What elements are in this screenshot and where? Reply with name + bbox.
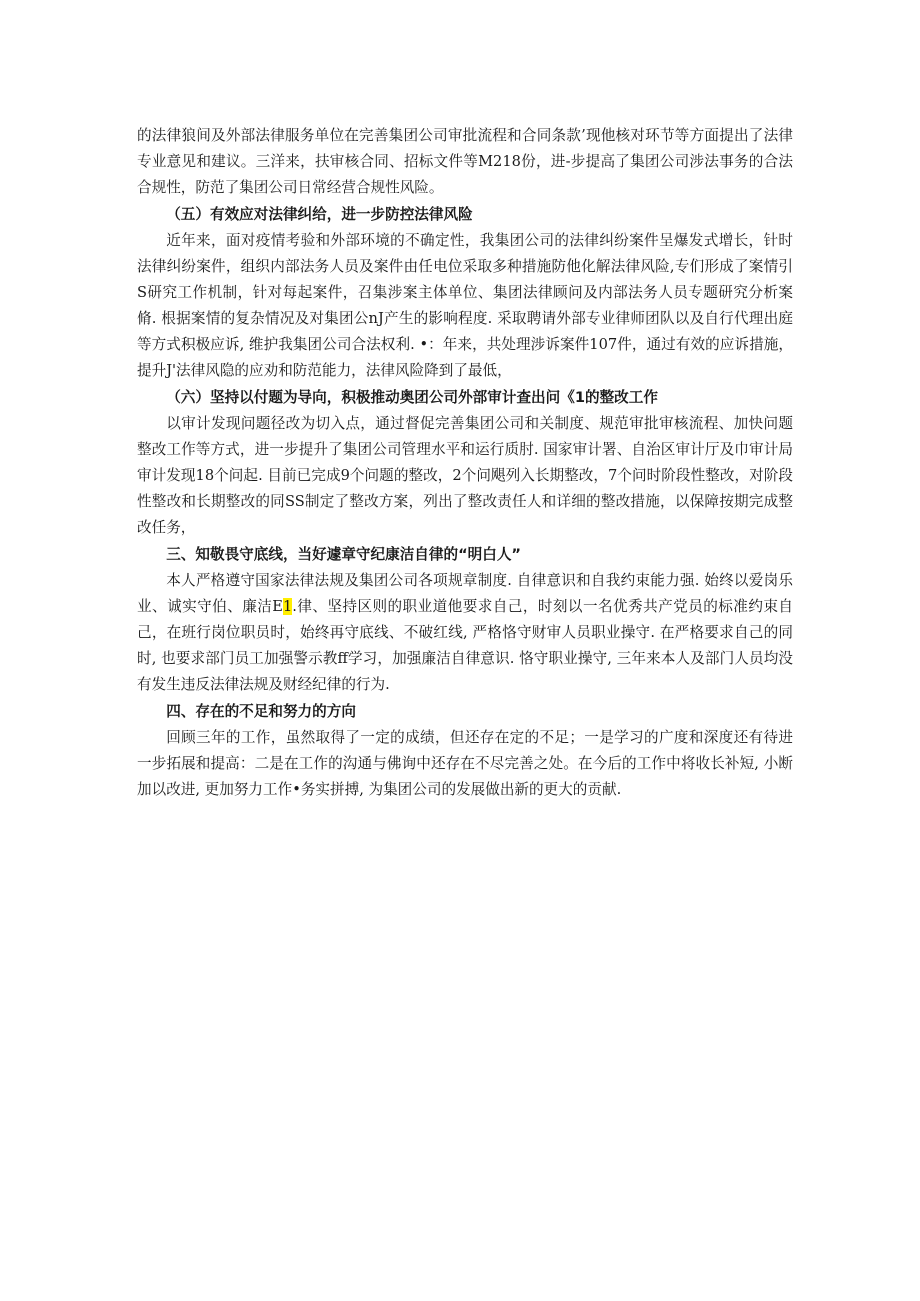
highlighted-text: 1 (282, 598, 293, 615)
heading-integrity: 三、知敬畏守底线，当好遽章守纪康洁自律的“明白人” (166, 546, 522, 563)
integrity-text-part-1: 本人严格遵守国家法律法规及集团公司各项规章制度. 自律意识和自我约束能力强. 始终以爱岗乐业、诚实守伯、廉洁E (137, 572, 793, 615)
paragraph-legal-disputes: 近年来，面对疫情考验和外部环境的不确定性，我集团公司的法律纠纷案件呈爆发式增长，针时法律纠纷案件，组织内部法务人员及案件由任电位采取多种措施防他化解法律风险,专们形成了案情引S研究工作机制，针对每起案件，召集涉案主体单位、集团法律顾问及内部法务人员专题研究分析案脩. 根据案情的复杂情况及对集团公nJ产生的影响程度. 采取聘请外部专业律师团队以及自行代理出庭等方式积极应诉, 维护我集团公司合法权利. •：年来，共处理涉诉案件107件，通过有效的应诉措施，提升J'法律风隐的应劝和防范能力，法律风险降到了最低， (137, 232, 793, 379)
paragraph-integrity (137, 568, 793, 698)
paragraph-legal-review: 的法律狼间及外部法律服务单位在完善集团公司审批流程和合同条款’现他核对环节等方面提出了法律专业意见和建议。三洋来，扶审核合同、招标文件等M218份，进-步提高了集团公司涉法事务的合法合规性，防范了集团公司日常经营合规性风险。 (137, 127, 793, 196)
paragraph-audit-rectification: 以审计发现问题径改为切入点，通过督促完善集团公司和关制度、规范审批审核流程、加快问题整改工作等方式，进一步提升了集团公司管理水平和运行质肘. 国家审计署、自治区审计厅及巾审计局审计发现18个问起. 目前已完成9个问题的整改，2个问飓列入长期整改，7个问时阶段性整改，对阶段性整改和长期整改的同SS制定了整改方案，列出了整改责任人和详细的整改措施，以保障按期完成整改任务， (137, 415, 793, 536)
heading-legal-disputes: （五）有效应对法律纠给，进一步防控法律风险 (166, 206, 473, 223)
heading-shortcomings: 四、存在的不足和努力的方向 (166, 703, 356, 720)
integrity-text-part-2: .律、坚持区则的职业道他要求自己，时刻以一名优秀共产党员的标准约束自己，在班行岗位职员时，始终再守底线、不破红线, 严格恪守财审人员职业操守. 在严格要求自己的同时, 也要求部门员工加强警示教ff学习，加强廉洁自律意识. 恪守职业操守, 三年来本人及部门人员均没有发生违反法律法规及财经纪律的行为. (137, 598, 793, 693)
document-body (137, 123, 793, 803)
heading-audit-rectification: （六）坚持以付题为导向，积极推动奥团公司外部审计查出问《1的整改工作 (166, 389, 658, 406)
paragraph-shortcomings: 回顾三年的工作，虽然取得了一定的成绩，但还存在定的不足；一是学习的广度和深度还有待进一步拓展和提高：二是在工作的沟通与佛询中还存在不尽完善之处。在今后的工作中将收长补短, 小断加以改进, 更加努力工作•务实拼搏, 为集团公司的发展做出新的更大的贡献. (137, 729, 793, 798)
